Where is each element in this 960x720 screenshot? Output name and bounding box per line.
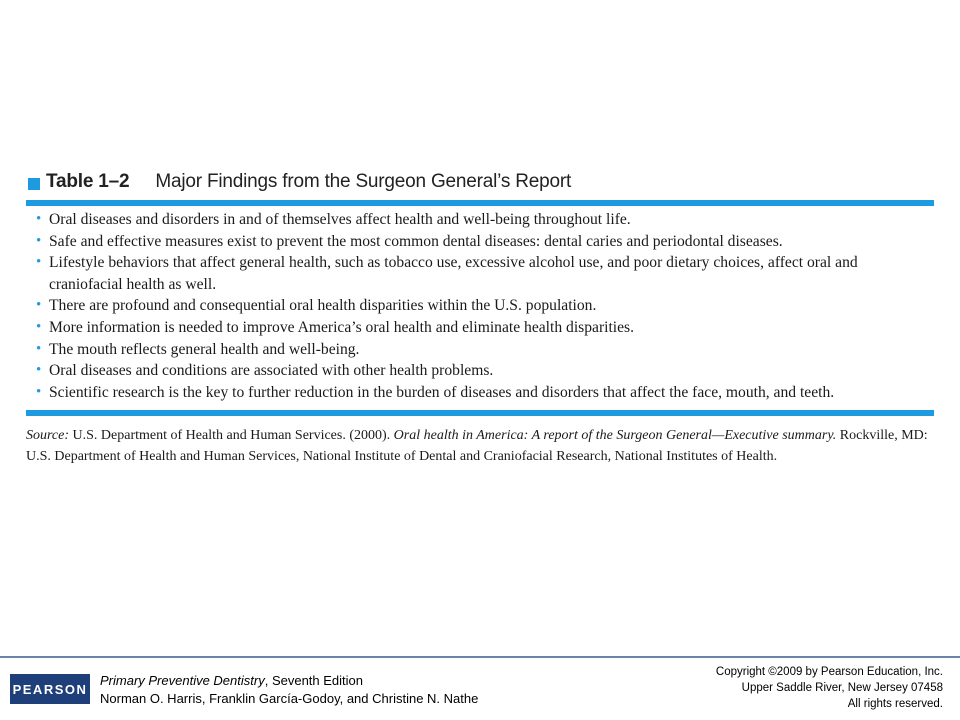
source-text-part1: U.S. Department of Health and Human Services. (2000). bbox=[69, 428, 394, 443]
copyright-notice bbox=[716, 664, 943, 712]
list-item bbox=[36, 360, 931, 382]
copyright-line: Copyright ©2009 by Pearson Education, Inc. bbox=[715, 666, 943, 678]
header-square-icon bbox=[28, 178, 40, 190]
list-item bbox=[36, 317, 931, 339]
finding-text: Oral diseases and disorders in and of themselves affect health and well-being throughout life. bbox=[49, 211, 631, 228]
table-label: Table 1–2 bbox=[46, 171, 130, 192]
copyright-address: Upper Saddle River, New Jersey 07458 bbox=[741, 682, 943, 694]
logo-text: PEARSON bbox=[12, 681, 88, 697]
list-item bbox=[36, 382, 931, 404]
bullet-icon: • bbox=[36, 232, 42, 249]
table-top-rule bbox=[26, 200, 934, 206]
bullet-icon: • bbox=[36, 318, 42, 335]
finding-text: Scientific research is the key to further reduction in the burden of diseases and disorders that affect the face, mouth, and teeth. bbox=[49, 383, 835, 401]
finding-text: Oral diseases and conditions are associated with other health problems. bbox=[49, 362, 494, 380]
finding-text: More information is needed to improve America’s oral health and eliminate health disparities. bbox=[49, 318, 635, 336]
bullet-icon: • bbox=[36, 297, 42, 314]
book-authors: Norman O. Harris, Franklin García-Godoy, and Christine N. Nathe bbox=[100, 691, 479, 706]
finding-text: The mouth reflects general health and well-being. bbox=[49, 340, 360, 358]
bullet-icon: • bbox=[36, 362, 42, 379]
source-citation bbox=[26, 426, 936, 467]
source-label: Source: bbox=[26, 428, 70, 443]
table-title: Major Findings from the Surgeon General’s Report bbox=[155, 171, 572, 192]
bullet-icon: • bbox=[36, 211, 42, 227]
table-bottom-rule bbox=[26, 410, 934, 416]
finding-text: Lifestyle behaviors that affect general health, such as tobacco use, excessive alcohol use, and poor dietary choices, affect oral and craniofacial health as well. bbox=[49, 254, 858, 293]
list-item bbox=[36, 209, 931, 231]
bullet-icon: • bbox=[36, 383, 42, 400]
book-info bbox=[100, 672, 478, 708]
bullet-icon: • bbox=[36, 340, 42, 357]
source-text-part2: Rockville, MD: U.S. Department of Health and Human Services, National Institute of Dental and Craniofacial Research, National Institutes of Health. bbox=[26, 428, 928, 464]
source-report-title: Oral health in America: A report of the Surgeon General—Executive summary. bbox=[393, 428, 837, 443]
copyright-rights: All rights reserved. bbox=[847, 698, 943, 710]
finding-text: Safe and effective measures exist to prevent the most common dental diseases: dental caries and periodontal diseases. bbox=[49, 232, 783, 250]
list-item bbox=[36, 252, 931, 295]
book-title: Primary Preventive Dentistry bbox=[100, 673, 265, 688]
list-item bbox=[36, 295, 931, 317]
finding-text: There are profound and consequential oral health disparities within the U.S. population. bbox=[49, 297, 597, 315]
book-title-line bbox=[100, 672, 478, 690]
list-item bbox=[36, 231, 931, 253]
bullet-icon: • bbox=[36, 254, 42, 271]
table-header bbox=[28, 168, 928, 196]
pearson-logo bbox=[10, 674, 90, 704]
footer-rule bbox=[0, 656, 960, 658]
book-edition: , Seventh Edition bbox=[264, 673, 364, 688]
list-item bbox=[36, 339, 931, 361]
findings-list bbox=[36, 209, 931, 403]
